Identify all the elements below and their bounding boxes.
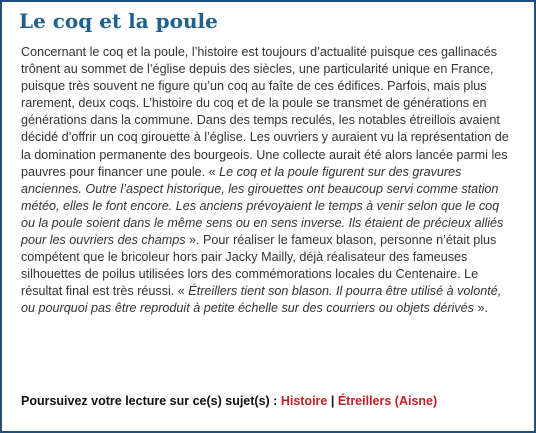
article-quote-1: Le coq et la poule figurent sur des gravures anciennes. Outre l’aspect historique, les girouettes ont beaucoup servi comme station météo, elles le font encore. Les anciens prévoyaient le temps à venir selon que le coq ou la poule soient dans le même sens ou en sens inverse. Ils étaient de précieux alliés pour les ouvriers des champs: [21, 164, 504, 248]
article-text-2: ». Pour réaliser le fameux blason, personne n’était plus compétent que le bricoleur hors pair Jacky Mailly, déjà réalisateur des fameuses silhouettes de poilus utilisées lors des commémorations locales du Centenaire. Le résultat final est très réussi. «: [21, 233, 497, 299]
read-more-line: [21, 393, 437, 409]
article-text-1: Concernant le coq et la poule, l’histoire est toujours d’actualité puisque ces gallinacés trônent au sommet de l’église depuis des siècles, une particularité unique en France, puisque très souvent ne figure qu’un coq au faîte de ces édifices. Parfois, mais plus rarement, deux coqs. L’histoire du coq et de la poule se transmet de générations en générations dans la commune. Dans des temps reculés, les notables étreillois avaient décidé d’offrir un coq girouette à l’église. Les ouvriers y auraient vu la représentation de la domination permanente des bourgeois. Une collecte aurait été alors lancée parmi les pauvres pour financer une poule. «: [21, 45, 509, 179]
tag-link-etreillers[interactable]: Étreillers (Aisne): [337, 394, 438, 408]
tag-separator: |: [327, 394, 338, 408]
article-body: [21, 44, 513, 318]
article-text-3: ».: [473, 301, 488, 316]
article-title: Le coq et la poule: [19, 9, 218, 33]
tag-link-histoire[interactable]: Histoire: [280, 394, 328, 408]
read-more-label: Poursuivez votre lecture sur ce(s) sujet(s) :: [21, 394, 281, 408]
article-quote-2: Étreillers tient son blason. Il pourra être utilisé à volonté, ou pourquoi pas être reproduit à petite échelle sur des courriers ou objets dérivés: [21, 284, 502, 316]
